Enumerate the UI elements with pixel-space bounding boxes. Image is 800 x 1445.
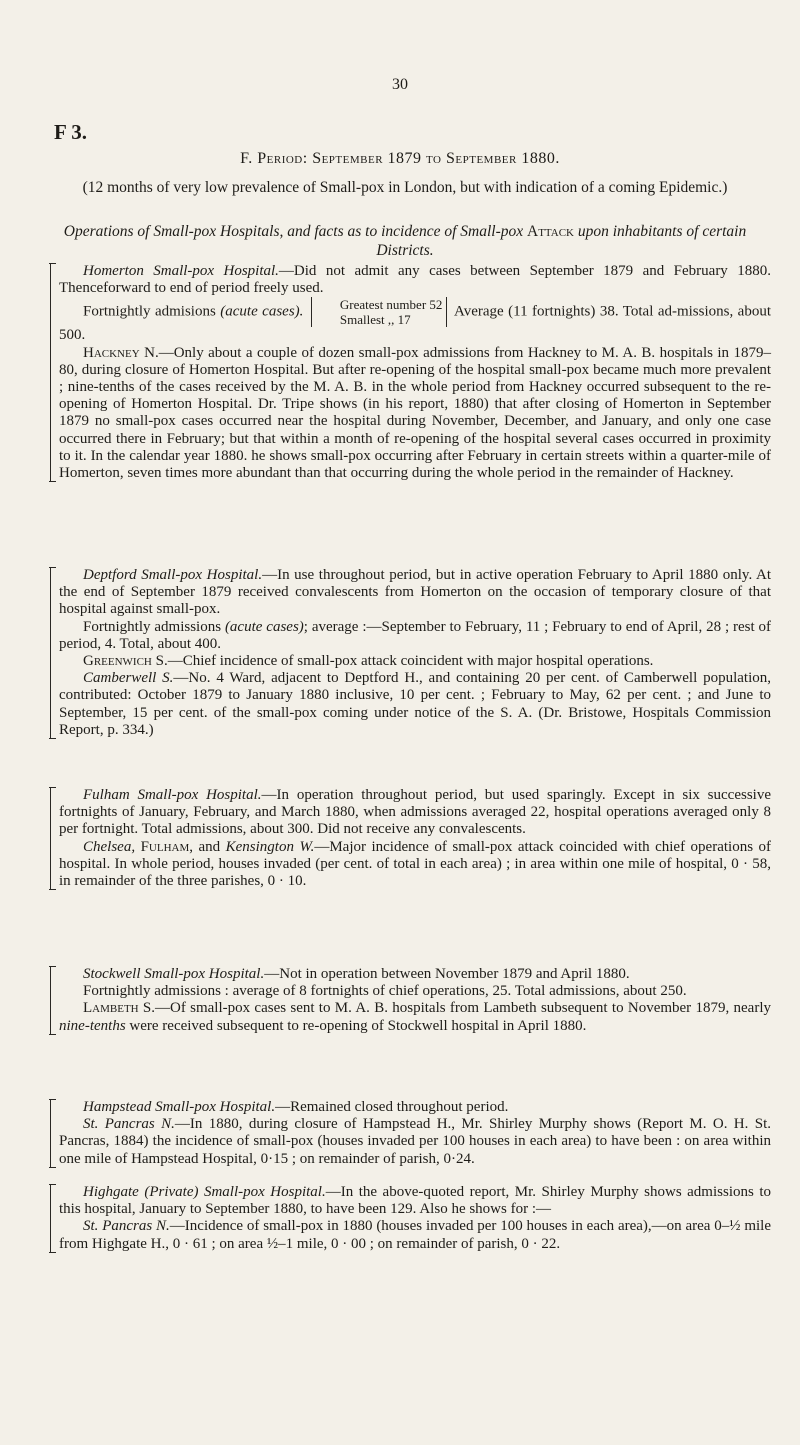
- period-title: F. Period: September 1879 to September 1880.: [240, 150, 560, 167]
- lambeth-paragraph: [59, 1000, 771, 1034]
- greenwich-paragraph: [59, 653, 771, 670]
- homerton-fortnightly-label: Fortnightly admisions: [83, 303, 216, 320]
- hampstead-hospital-name: Hampstead Small-pox Hospital.: [83, 1099, 276, 1115]
- stockwell-admissions: Fortnightly admissions : average of 8 fortnights of chief operations, 25. Total admissions, about 250.: [83, 983, 687, 1000]
- chelsea-text: —Major incidence of small-pox attack coincided with chief operations of hospital. In whole period, houses invaded (per cent. of total in each area) ; in area within one mile of hospital, 0 · 58, in remainder of the three parishes, 0 · 10.: [59, 838, 772, 890]
- fulham-district-name: Fulham,: [140, 838, 193, 855]
- st-pancras-paragraph-1: [59, 1116, 771, 1168]
- lambeth-text-start: —Of small-pox cases sent to M. A. B. hospitals from Lambeth subsequent to November 1879, nearly: [155, 1000, 771, 1017]
- stockwell-intro: —Not in operation between November 1879 and April 1880.: [264, 966, 630, 982]
- deptford-group: [50, 567, 771, 739]
- lambeth-district-name: Lambeth S.: [83, 1000, 155, 1017]
- hackney-district-name: Hackney N.: [83, 344, 159, 361]
- camberwell-paragraph: [59, 670, 771, 739]
- highgate-group: [50, 1184, 771, 1253]
- hampstead-group: [50, 1099, 771, 1168]
- deptford-fortnightly-label: Fortnightly admissions: [83, 618, 222, 635]
- homerton-greatest: Greatest number 52: [339, 297, 443, 313]
- homerton-intro: —Did not admit any cases between September 1879 and February 1880. Thenceforward to end of period freely used.: [59, 263, 771, 297]
- st-pancras-district-name: St. Pancras N.: [83, 1116, 175, 1133]
- homerton-average: Average (11 fortnights) 38. Total ad-missions, about 500.: [59, 303, 772, 344]
- hackney-text: —Only about a couple of dozen small-pox admissions from Hackney to M. A. B. hospitals in 1879–80, during closure of Homerton Hospital. But after re-opening of the hospital small-pox became much more prevalent ; nine-tenths of the cases received by the M. A. B. in the whole period from Hackney occurred subsequent to the re-opening of Homerton Hospital. Dr. Tripe shows (in his report, 1880) that after closing of Homerton in September 1879 no small-pox cases occurred near the hospital during November, December, and January, and only one case occurred there in February; but that within a month of re-opening of the hospital several cases occurred in proximity to it. In the calendar year 1880. he shows small-pox occurring after February in certain streets within a quarter-mile of Homerton, seven times more abundant than that occurring during the whole period in the remainder of Hackney.: [59, 344, 772, 482]
- homerton-group: [50, 263, 771, 482]
- homerton-acute-label: (acute cases).: [220, 303, 304, 320]
- operations-heading-attack: Attack: [527, 223, 574, 240]
- kensington-district-name: Kensington W.: [225, 838, 315, 855]
- deptford-intro: —In use throughout period, but in active operation February to April 1880 only. At the end of September 1879 received convalescents from Homerton on the occasion of temporary closure of that hospital against small-pox.: [59, 567, 771, 618]
- highgate-hospital-name: Highgate: [83, 1184, 139, 1200]
- page-number: 30: [392, 76, 408, 93]
- hackney-paragraph: [59, 345, 771, 483]
- homerton-hospital-name: Homerton Small-pox Hospital.: [83, 263, 279, 279]
- operations-heading-tail: upon inhabitants of certain Districts.: [376, 223, 747, 259]
- homerton-admissions-brace: [311, 297, 448, 327]
- camberwell-text: —No. 4 Ward, adjacent to Deptford H., and containing 20 per cent. of Camberwell population, contributed: October 1879 to January 1880 inclusive, 10 per cent. ; February to May, 62 per cent. ; and June to September, 15 per cent. of the small-pox coming under notice of the S. A. (Dr. Bristowe, Hospitals Commission Report, p. 334.): [59, 670, 771, 738]
- highgate-hospital-suffix: Small-pox Hospital.: [203, 1184, 326, 1200]
- fulham-group: [50, 787, 771, 890]
- chelsea-district-name: Chelsea,: [83, 838, 136, 855]
- st-pancras-district-name-2: St. Pancras N.: [83, 1218, 170, 1235]
- hampstead-paragraph: [59, 1099, 771, 1116]
- stockwell-group: [50, 966, 771, 1035]
- homerton-smallest: Smallest ,, 17: [339, 312, 411, 328]
- operations-heading: [55, 222, 755, 260]
- chelsea-paragraph: [59, 839, 771, 891]
- homerton-paragraph: [59, 263, 771, 297]
- greenwich-district-name: Greenwich S.: [83, 653, 168, 670]
- hampstead-intro: —Remained closed throughout period.: [275, 1099, 509, 1115]
- deptford-hospital-name: Deptford Small-pox Hospital.: [83, 567, 263, 583]
- st-pancras-text-2: —Incidence of small-pox in 1880 (houses invaded per 100 houses in each area),—on area 0–½ mile from Highgate H., 0 · 61 ; on area ½–1 mile, 0 · 00 ; on remainder of parish, 0 · 22.: [59, 1218, 771, 1252]
- camberwell-district-name: Camberwell S.: [83, 670, 174, 687]
- highgate-paragraph: [59, 1184, 771, 1218]
- stockwell-hospital-name: Stockwell Small-pox Hospital.: [83, 966, 265, 982]
- section-mark: F 3.: [54, 120, 88, 144]
- greenwich-text: —Chief incidence of small-pox attack coincident with major hospital operations.: [167, 653, 654, 670]
- lambeth-nine-tenths: nine-tenths: [59, 1017, 126, 1034]
- deptford-fortnightly-values: ; average :—September to February, 11 ; February to end of April, 28 ; rest of period, 4. Total, about 400.: [59, 618, 772, 652]
- chelsea-and: and: [198, 838, 221, 855]
- deptford-acute-label: (acute cases): [224, 618, 304, 635]
- st-pancras-text-1: —In 1880, during closure of Hampstead H., Mr. Shirley Murphy shows (Report M. O. H. St. Pancras, 1884) the incidence of small-pox (houses invaded per 100 houses in each area) to have been : on area within one mile of Hampstead Hospital, 0·15 ; on remainder of parish, 0·24.: [59, 1116, 771, 1167]
- deptford-paragraph: [59, 567, 771, 619]
- homerton-admissions: [59, 297, 771, 344]
- fulham-hospital-name: Fulham Small-pox Hospital.: [83, 787, 262, 803]
- stockwell-paragraph: [59, 966, 771, 983]
- deptford-admissions: [59, 619, 771, 653]
- fulham-intro: —In operation throughout period, but used sparingly. Except in six successive fortnights of January, February, and March 1880, when admissions averaged 22, hospital operations averaged only 8 per fortnight. Total admissions, about 300. Did not receive any convalescents.: [59, 787, 771, 838]
- fulham-paragraph: [59, 787, 771, 839]
- highgate-private-label: (Private): [144, 1184, 199, 1200]
- subtitle: (12 months of very low prevalence of Small-pox in London, but with indication of a coming Epidemic.): [82, 179, 728, 196]
- highgate-intro: —In the above-quoted report, Mr. Shirley Murphy shows admissions to this hospital, January to September 1880, to have been 129. Also he shows for :—: [59, 1184, 771, 1218]
- operations-heading-main: Operations of Small-pox Hospitals, and facts as to incidence of Small-pox: [63, 223, 524, 240]
- st-pancras-paragraph-2: [59, 1218, 771, 1252]
- lambeth-text-end: were received subsequent to re-opening of Stockwell hospital in April 1880.: [129, 1017, 587, 1034]
